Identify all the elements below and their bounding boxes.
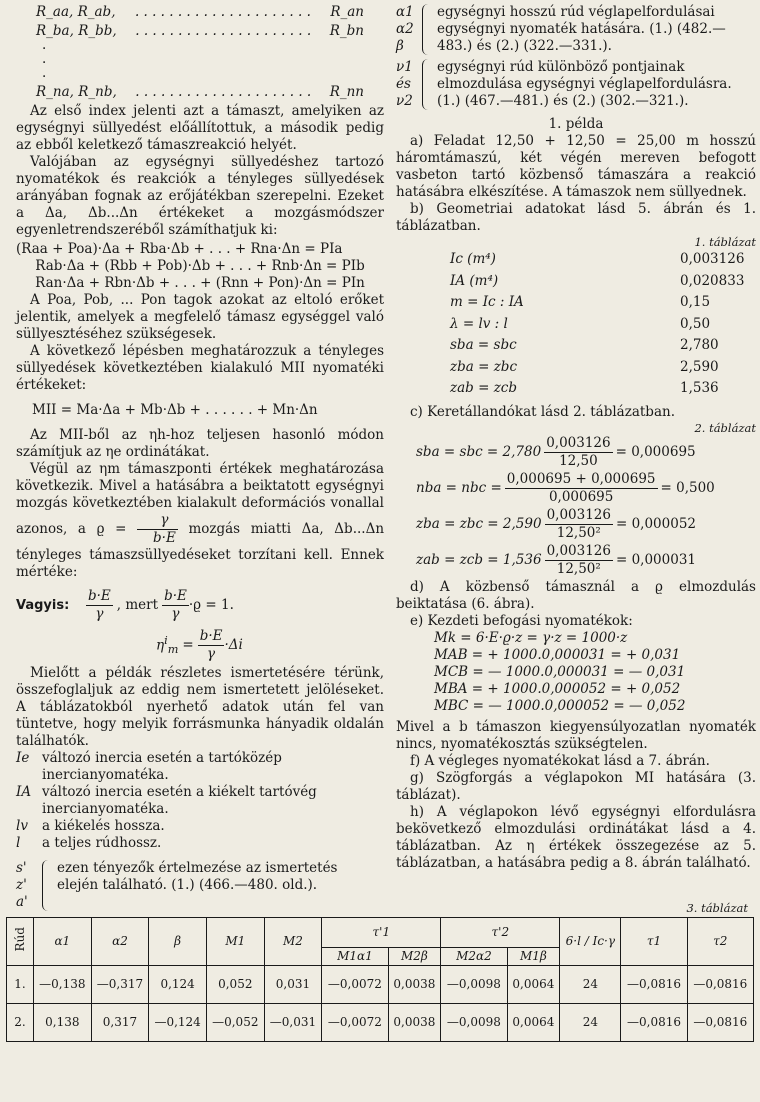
paragraph: c) Keretállandókat lásd 2. táblázatban.: [410, 403, 675, 420]
paragraph: A Poa, Pob, ... Pon tagok azokat az eltoló erőket jelentik, amelyek a megfelelő támasz egységgel való süllyesztéséhez szükségesek.: [16, 292, 384, 342]
brace-alpha-beta: α1 α2 β egységnyi hosszú rúd véglapelfordulásai egységnyi nyomaték hatására. (1.) (482.—483.) és (2.) (322.—331.).: [396, 4, 726, 54]
table-row: zba = zbc = 2,590 $\frac{0,003126}{\text{12,50²}}$ = 0,000052: [416, 507, 697, 541]
table-row: zab = zcb = 1,536 $\frac{0,003126}{\text{12,50²}}$ = 0,000031: [416, 543, 697, 577]
table-row: nba = nbc = $\frac{0,000695 + 0,000695}{0,000695}$ = 0,500: [416, 471, 715, 505]
paragraph: d) A közbenső támasznál a ϱ elmozdulás beiktatása (6. ábra).: [396, 578, 756, 612]
matrix-row: R_aa, R_ab, . . . . . . . . . . . . . . . . . . . . . R_an: [36, 4, 364, 20]
matrix-row: R_ba, R_bb, . . . . . . . . . . . . . . . . . . . . . R_bn: [36, 23, 364, 39]
table-row: sba = sbc 2,780: [450, 337, 719, 354]
matrix-row: R_na, R_nb, . . . . . . . . . . . . . . . . . . . . . R_nn: [36, 84, 364, 100]
table-2-caption: 2. táblázat: [694, 420, 756, 435]
brace-definition: s' z' a' ezen tényezők értelmezése az ismertetés elején található. (1.) (466.—480. old.).: [16, 860, 338, 910]
equation-mert: Vagyis: $\frac{b\cdot E}{\gamma}$ , mert $\frac{b\cdot E}{\gamma}$ ·ϱ = 1.: [16, 587, 234, 622]
definition-item: IA változó inercia esetén a kiékelt tartóvég inercianyomatéka.: [16, 784, 317, 817]
definition-item: Ie változó inercia esetén a tartóközép inercianyomatéka.: [16, 750, 282, 783]
table-row: λ = lv : l 0,50: [450, 315, 711, 332]
brace-nu: ν1 és ν2 egységnyi rúd különböző pontjainak elmozdulása egységnyi véglapelfordulásra. (1.) (467.—481.) és (2.) (302.—321.).: [396, 59, 732, 109]
paragraph: Az MII-ből az ηh-hoz teljesen hasonló módon számítjuk az ηe ordinátákat.: [16, 427, 384, 460]
paragraph: Az első index jelenti azt a támaszt, amelyiken az egységnyi süllyedést előállítottuk, a második pedig az ebből keletkező támaszreakció helyét.: [16, 103, 384, 153]
equation-eta: $\eta^i_m$ = $\frac{b\cdot E}{\gamma}$ ·Δi: [156, 627, 243, 662]
equation: Ran·Δa + Rbn·Δb + . . . + (Rnn + Pon)·Δn = PIn: [35, 275, 365, 291]
table-row: 1. —0,138 —0,317 0,124 0,052 0,031 —0,0072 0,0038 —0,0098 0,0064 24 —0,0816 —0,0816: [7, 966, 754, 1004]
paragraph: f) A végleges nyomatékokat lásd a 7. ábrán.: [410, 752, 710, 769]
left-column: R_aa, R_ab, . . . . . . . . . . . . . . . . . . . . . R_an R_ba, R_bb, . . . . . . . . . . . . . . . . . . . . . R_bn · · · R_na, R_nb, . . . . . . . . . . . . . . . . . . . . . R_nn Az első index jelenti azt a támaszt, amelyiken az egységnyi süllyedést előállítottuk, a második pedig az ebből keletkező támaszreakció helyét. Valójában az egységnyi süllyedéshez tartozó nyomatékok és reakciók a tényleges süllyedések arányában fognak az erőjátékban szerepelni. Ezeket a Δa, Δb...Δn értékeket a mozgásmódszer egyenletrendszeréből számíthatjuk ki: (Raa + Poa)·Δa + Rba·Δb + . . . + Rna·Δn = PIa Rab·Δa + (Rbb + Pob)·Δb + . . . + Rnb·Δn = PIb Ran·Δa + Rbn·Δb + . . . + (Rnn + Pon)·Δn = PIn A Poa, Pob, ... Pon tagok azokat az eltoló erőket jelentik, amelyek a megfelelő támasz egységgel való süllyesztéséhez szükségesek. A következő lépésben meghatározzuk a tényleges süllyedések következtében kialakuló MII nyomatéki értékeket: MII = Ma·Δa + Mb·Δb + . . . . . . + Mn·Δn Az MII-ből az ηh-hoz teljesen hasonló módon számítjuk az ηe ordinátákat. Végül az ηm támaszponti értékek meghatározása következik. Mivel a hatásábra a beiktatott egységnyi mozgás következtében kialakult deformációs vonallal azonos, a ϱ = $\frac{\gamma}{b\cdot E}$ mozgás miatti Δa, Δb...Δn tényleges támaszsüllyedéseket torzítani kell. Ennek mértéke: Vagyis: $\frac{b\cdot E}{\gamma}$ , mert $\frac{b\cdot E}{\gamma}$ ·ϱ = 1. $\eta^i_m$ = $\frac{b\cdot E}{\gamma}$ ·Δi Mielőtt a példák részletes ismertetésére térünk, összefoglaljuk az eddig nem ismertetett jelöléseket. A táblázatokból nyerhető adatok után fel van tüntetve, hogy melyik forrásmunka hányadik oldalán találhatók. Ie változó inercia esetén a tartóközép inercianyomatéka. IA változó inercia esetén a kiékelt tartóvég inercianyomatéka. lv a kiékelés hossza. l a teljes rúdhossz. s' z' a' ezen tényezők értelmezése az ismertetés elején található. (1.) (466.—480. old.).: [16, 4, 385, 910]
table-1-caption: 1. táblázat: [694, 235, 756, 249]
paragraph: Valójában az egységnyi süllyedéshez tartozó nyomatékok és reakciók a tényleges süllyedések arányában fognak az erőjátékban szerepelni. Ezeket a Δa, Δb...Δn értékeket a mozgásmódszer egyenletrendszeréből számíthatjuk ki:: [16, 154, 384, 238]
table-row: m = Ic : IA 0,15: [450, 294, 711, 311]
table-row: Ic (m⁴) 0,003126: [450, 251, 745, 268]
right-column: [396, 4, 756, 872]
paragraph: Mielőtt a példák részletes ismertetésére térünk, összefoglaljuk az eddig nem ismertetett jelöléseket. A táblázatokból nyerhető adatok után fel van tüntetve, hogy melyik forrásmunka hányadik oldalán találhatók.: [16, 665, 384, 749]
paragraph: g) Szögforgás a véglapokon MI hatására (3. táblázat).: [396, 769, 756, 803]
table-3: Rúd α1 α2 β M1 M2 τ'1 τ'2 6·l / Ic·γ τ1 τ2 M1α1 M2β M2α2 M1β 1. —0,138 —0,317 0,124 0,052 0,031 —0,0072 0,0038 —0,0098 0,0064 24 —0,0816 —0,0816 2. 0,138 0,317 —0,124 —0,052 —0,031 —0,0072 0,0038 —0,0098 0,0064 24 —0,0816 —0,0816: [6, 917, 754, 1042]
equation-mii: MII = Ma·Δa + Mb·Δb + . . . . . . + Mn·Δn: [32, 402, 318, 418]
definition-item: l a teljes rúdhossz.: [16, 835, 162, 851]
table-2: [396, 435, 756, 579]
table-row: zab = zcb 1,536: [450, 380, 719, 397]
paragraph: Mivel a b támaszon kiegyensúlyozatlan nyomaték nincs, nyomatékosztás szükségtelen.: [396, 718, 756, 752]
paragraph: e) Kezdeti befogási nyomatékok:: [410, 612, 633, 629]
table-row: sba = sbc = 2,780 $\frac{0,003126}{12,50}$ = 0,000695: [416, 435, 696, 469]
paragraph: a) Feladat 12,50 + 12,50 = 25,00 m hosszú háromtámaszú, két végén mereven befogott vasbeton tartó közbenső támaszára a reakció hatásábra elkészítése. A támaszok nem süllyednek.: [396, 133, 756, 200]
paragraph: Végül az ηm támaszponti értékek meghatározása következik. Mivel a hatásábra a beiktatott egységnyi mozgás következtében kialakult deformációs vonallal azonos, a ϱ = $\frac{\gamma}{b\cdot E}$ mozgás miatti Δa, Δb...Δn tényleges támaszsüllyedéseket torzítani kell. Ennek mértéke:: [16, 461, 385, 580]
definition-item: lv a kiékelés hossza.: [16, 818, 165, 834]
moment-list: Mk = 6·E·ϱ·z = γ·z = 1000·z MAB = + 1000.0,000031 = + 0,031 MCB = — 1000.0,000031 = — 0,031 MBA = + 1000.0,000052 = + 0,052 MBC = — 1000.0,000052 = — 0,052: [434, 629, 686, 714]
equation: (Raa + Poa)·Δa + Rba·Δb + . . . + Rna·Δn = PIa: [16, 241, 343, 257]
table-3-caption: 3. táblázat: [686, 901, 748, 915]
paragraph: A következő lépésben meghatározzuk a tényleges süllyedések következtében kialakuló MII nyomatéki értékeket:: [16, 343, 384, 393]
table-1: [396, 249, 756, 400]
table-row: 2. 0,138 0,317 —0,124 —0,052 —0,031 —0,0072 0,0038 —0,0098 0,0064 24 —0,0816 —0,0816: [7, 1004, 754, 1042]
example-title: 1. példa: [548, 116, 604, 132]
table-row: zba = zbc 2,590: [450, 358, 719, 375]
paragraph: b) Geometriai adatokat lásd 5. ábrán és 1. táblázatban.: [396, 201, 756, 234]
table-row: IA (m⁴) 0,020833: [450, 272, 745, 289]
paragraph: h) A véglapokon lévő egységnyi elfordulásra bekövetkező elmozdulási ordinátákat lásd a 4. táblázatban. Az η értékek összegezése az 5. táblázatban, a hatásábra pedig a 8. ábrán található.: [396, 803, 756, 871]
equation: Rab·Δa + (Rbb + Pob)·Δb + . . . + Rnb·Δn = PIb: [35, 258, 365, 274]
